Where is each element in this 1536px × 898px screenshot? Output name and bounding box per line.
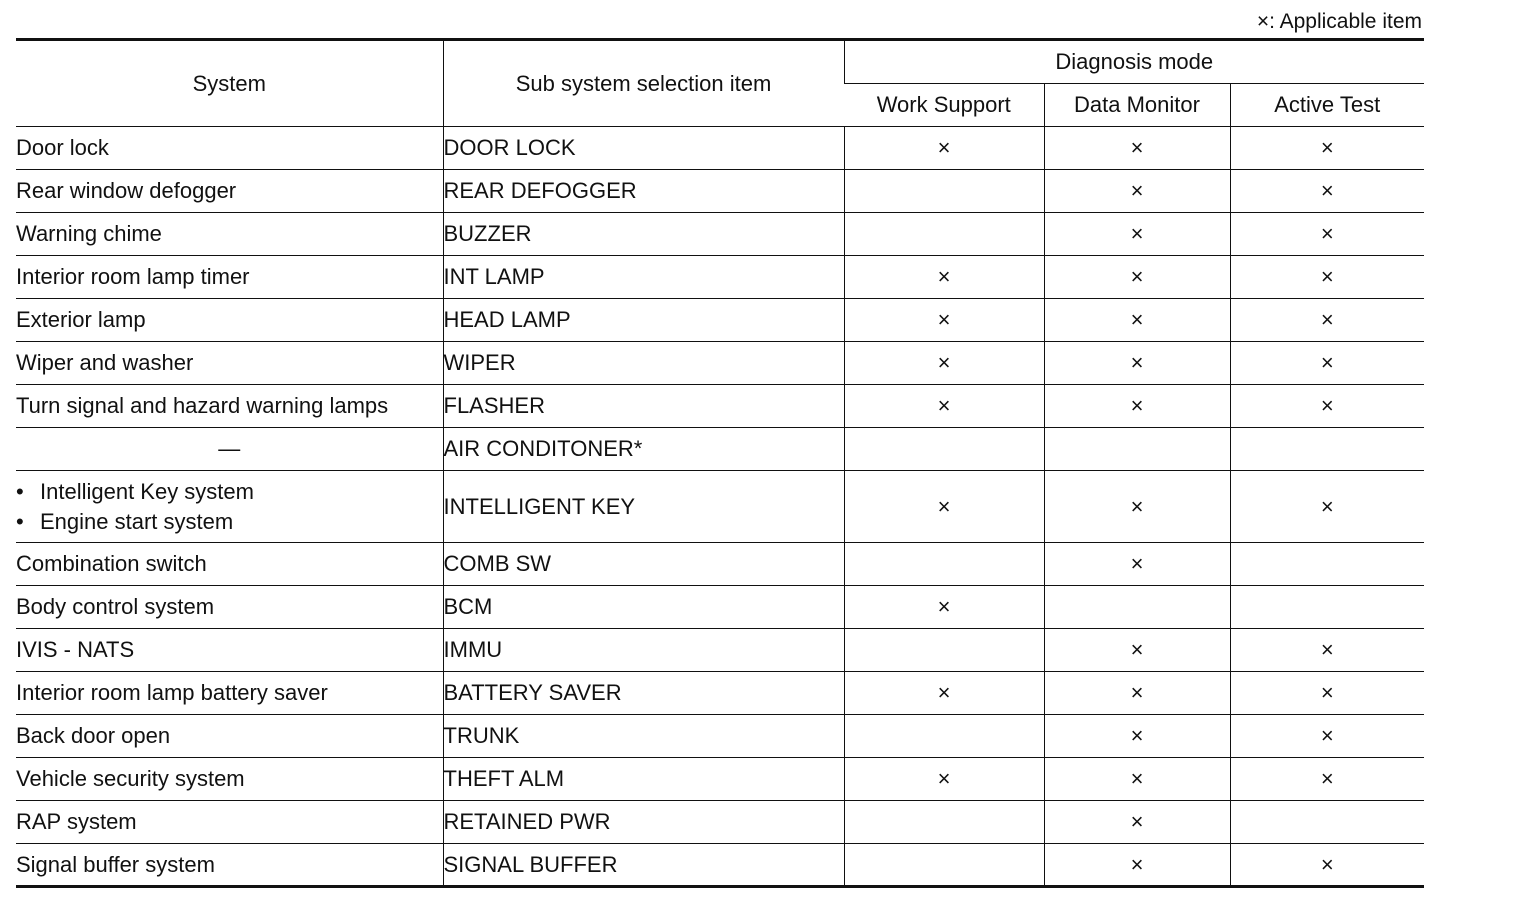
system-cell: Back door open (16, 715, 443, 758)
system-bullet-item (16, 477, 443, 507)
system-bullet-item (16, 507, 443, 537)
sub-system-cell: HEAD LAMP (443, 299, 844, 342)
active-test-mark (1230, 428, 1424, 471)
sub-system-cell: IMMU (443, 629, 844, 672)
table-row (16, 170, 1424, 213)
system-cell: Turn signal and hazard warning lamps (16, 385, 443, 428)
system-bullet-text: Engine start system (40, 508, 234, 534)
table-row (16, 715, 1424, 758)
sub-system-cell: INTELLIGENT KEY (443, 471, 844, 543)
data-monitor-mark: × (1044, 629, 1230, 672)
active-test-mark (1230, 801, 1424, 844)
active-test-mark: × (1230, 758, 1424, 801)
system-bullet-list (16, 477, 443, 537)
active-test-mark: × (1230, 342, 1424, 385)
sub-system-cell: BUZZER (443, 213, 844, 256)
table-body (16, 127, 1424, 887)
active-test-mark: × (1230, 127, 1424, 170)
sub-system-cell: COMB SW (443, 543, 844, 586)
table-row (16, 256, 1424, 299)
work-support-mark: × (844, 471, 1044, 543)
sub-system-cell: WIPER (443, 342, 844, 385)
sub-system-cell: BATTERY SAVER (443, 672, 844, 715)
active-test-mark: × (1230, 629, 1424, 672)
active-test-mark: × (1230, 715, 1424, 758)
system-cell: Wiper and washer (16, 342, 443, 385)
table-row (16, 629, 1424, 672)
system-cell: Vehicle security system (16, 758, 443, 801)
system-cell: RAP system (16, 801, 443, 844)
table-row (16, 801, 1424, 844)
sub-system-cell: INT LAMP (443, 256, 844, 299)
table-row (16, 758, 1424, 801)
system-cell: Combination switch (16, 543, 443, 586)
active-test-mark: × (1230, 256, 1424, 299)
active-test-mark: × (1230, 170, 1424, 213)
data-monitor-mark: × (1044, 170, 1230, 213)
sub-system-cell: AIR CONDITONER* (443, 428, 844, 471)
sub-system-cell: TRUNK (443, 715, 844, 758)
table-row (16, 586, 1424, 629)
data-monitor-mark: × (1044, 471, 1230, 543)
active-test-mark: × (1230, 844, 1424, 887)
table-row (16, 428, 1424, 471)
data-monitor-mark: × (1044, 715, 1230, 758)
work-support-mark: × (844, 672, 1044, 715)
header-diagnosis-mode: Diagnosis mode (844, 40, 1424, 84)
header-active-test: Active Test (1230, 84, 1424, 127)
system-cell: Exterior lamp (16, 299, 443, 342)
work-support-mark: × (844, 256, 1044, 299)
sub-system-cell: BCM (443, 586, 844, 629)
table-row (16, 342, 1424, 385)
system-bullet-text: Intelligent Key system (40, 478, 254, 504)
active-test-mark (1230, 586, 1424, 629)
data-monitor-mark: × (1044, 256, 1230, 299)
sub-system-cell: THEFT ALM (443, 758, 844, 801)
header-data-monitor: Data Monitor (1044, 84, 1230, 127)
data-monitor-mark: × (1044, 801, 1230, 844)
header-work-support: Work Support (844, 84, 1044, 127)
work-support-mark: × (844, 758, 1044, 801)
table-row (16, 844, 1424, 887)
work-support-mark (844, 170, 1044, 213)
data-monitor-mark: × (1044, 758, 1230, 801)
work-support-mark (844, 629, 1044, 672)
work-support-mark: × (844, 586, 1044, 629)
active-test-mark: × (1230, 213, 1424, 256)
sub-system-cell: RETAINED PWR (443, 801, 844, 844)
active-test-mark: × (1230, 672, 1424, 715)
work-support-mark (844, 844, 1044, 887)
data-monitor-mark: × (1044, 213, 1230, 256)
table-row (16, 672, 1424, 715)
table-row (16, 385, 1424, 428)
header-sub-system: Sub system selection item (443, 40, 844, 127)
work-support-mark (844, 715, 1044, 758)
work-support-mark: × (844, 385, 1044, 428)
work-support-mark: × (844, 342, 1044, 385)
sub-system-cell: REAR DEFOGGER (443, 170, 844, 213)
data-monitor-mark: × (1044, 127, 1230, 170)
sub-system-cell: FLASHER (443, 385, 844, 428)
system-cell: Body control system (16, 586, 443, 629)
system-cell: Door lock (16, 127, 443, 170)
diagnosis-mode-table (16, 38, 1424, 888)
table-row (16, 543, 1424, 586)
sub-system-cell: SIGNAL BUFFER (443, 844, 844, 887)
work-support-mark (844, 543, 1044, 586)
work-support-mark (844, 213, 1044, 256)
system-cell: Signal buffer system (16, 844, 443, 887)
work-support-mark: × (844, 127, 1044, 170)
applicable-item-legend: ×: Applicable item (1256, 10, 1422, 33)
table-row (16, 213, 1424, 256)
system-cell: Warning chime (16, 213, 443, 256)
data-monitor-mark (1044, 428, 1230, 471)
system-cell: IVIS - NATS (16, 629, 443, 672)
header-system: System (16, 40, 443, 127)
work-support-mark (844, 428, 1044, 471)
active-test-mark (1230, 543, 1424, 586)
table-row (16, 471, 1424, 543)
work-support-mark (844, 801, 1044, 844)
data-monitor-mark: × (1044, 543, 1230, 586)
work-support-mark: × (844, 299, 1044, 342)
table-row (16, 299, 1424, 342)
data-monitor-mark: × (1044, 672, 1230, 715)
table-row (16, 127, 1424, 170)
active-test-mark: × (1230, 471, 1424, 543)
table-header (16, 40, 1424, 127)
sub-system-cell: DOOR LOCK (443, 127, 844, 170)
system-cell: Rear window defogger (16, 170, 443, 213)
data-monitor-mark: × (1044, 342, 1230, 385)
data-monitor-mark (1044, 586, 1230, 629)
system-cell: Interior room lamp battery saver (16, 672, 443, 715)
active-test-mark: × (1230, 299, 1424, 342)
data-monitor-mark: × (1044, 299, 1230, 342)
data-monitor-mark: × (1044, 385, 1230, 428)
data-monitor-mark: × (1044, 844, 1230, 887)
system-cell (16, 471, 443, 543)
system-cell: Interior room lamp timer (16, 256, 443, 299)
system-cell: — (16, 428, 443, 471)
active-test-mark: × (1230, 385, 1424, 428)
